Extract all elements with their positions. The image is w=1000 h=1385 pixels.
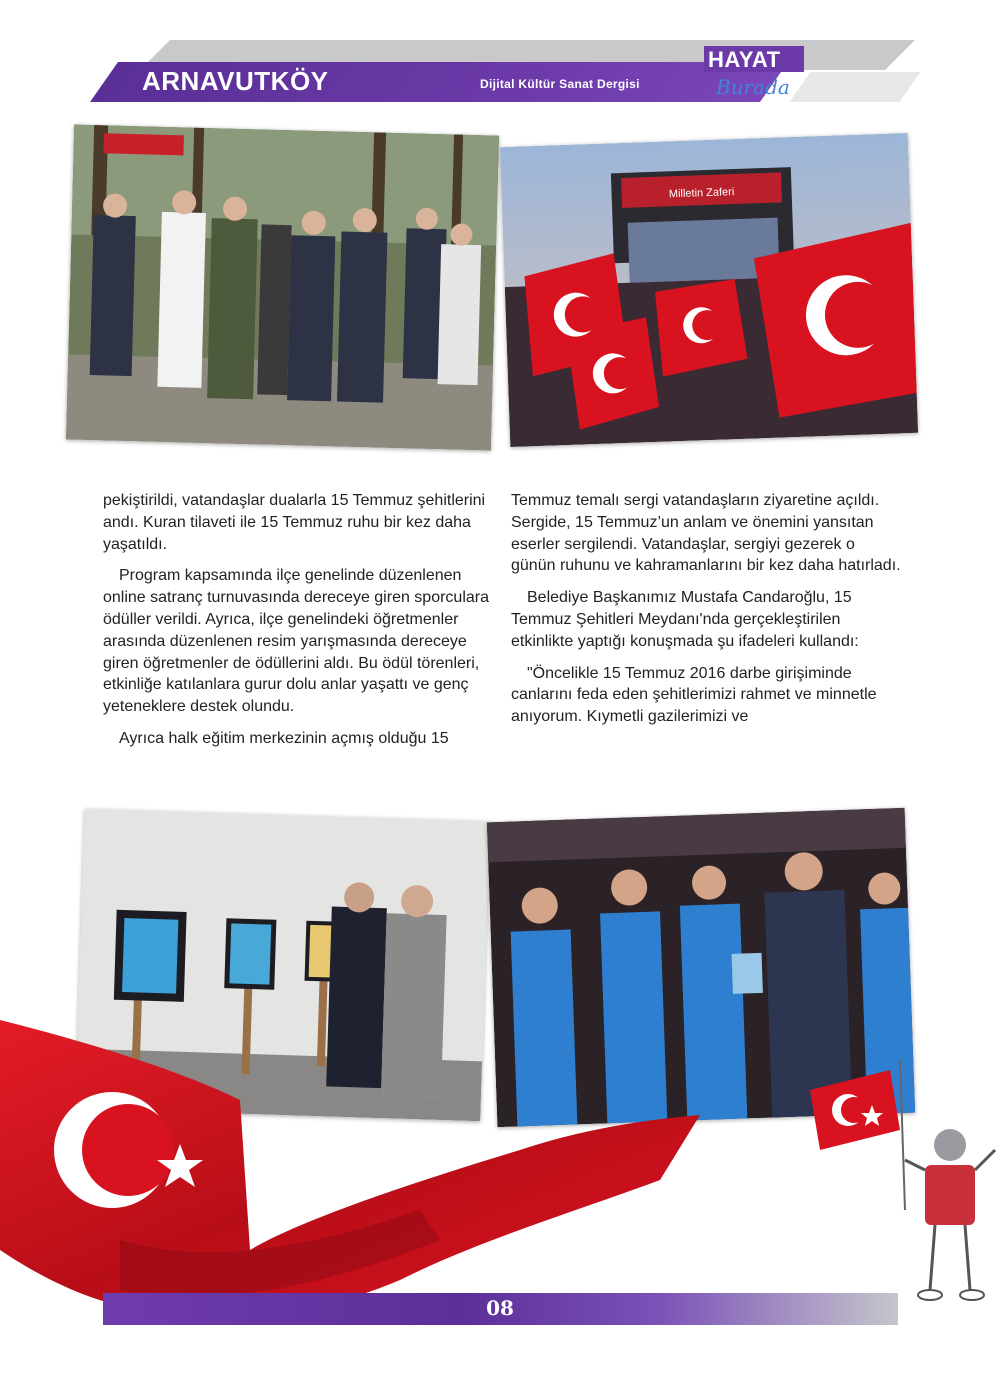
child-holding-flag-illustration — [800, 1050, 1000, 1330]
article-paragraph: Belediye Başkanımız Mustafa Candaroğlu, 15 Temmuz Şehitleri Meydanı'nda gerçekleştirilen etkinlikte yaptığı konuşmada şu ifadeleri kullandı: — [511, 589, 859, 650]
article-left-column — [103, 490, 493, 760]
magazine-subtitle: Dijital Kültür Sanat Dergisi — [480, 77, 640, 91]
logo-hayat-text: HAYAT — [708, 47, 781, 72]
stage-flags-photo — [500, 133, 918, 447]
article-paragraph: "Öncelikle 15 Temmuz 2016 darbe girişiminde canlarını feda eden şehitlerimizi rahmet ve minnetle anıyorum. Kıymetli gazilerimizi ve — [511, 664, 877, 726]
page-number: 08 — [486, 1296, 514, 1320]
turkish-flag-ribbon-decor — [0, 1010, 700, 1340]
article-paragraph: Program kapsamında ilçe genelinde düzenlenen online satranç turnuvasında dereceye giren sporculara ödüller verildi. Ayrıca, ilçe genelindeki öğretmenler arasında düzenlenen resim yarışmasında dereceye giren öğretmenler de ödüllerini aldı. Bu ödül törenleri, etkinliğe katılanlara gurur dolu anlar yaşattı ve genç yeteneklere destek olundu. — [103, 567, 490, 716]
magazine-title: ARNAVUTKÖY — [142, 66, 329, 96]
article-paragraph: pekiştirildi, vatandaşlar dualarla 15 Temmuz şehitlerini andı. Kuran tilaveti ile 15 Temmuz ruhu bir kez daha yaşatıldı. — [103, 492, 486, 553]
ceremony-prayer-photo — [66, 124, 499, 450]
logo-burada-text: Burada — [716, 75, 790, 99]
article-right-column — [511, 490, 901, 738]
article-paragraph: Temmuz temalı sergi vatandaşların ziyaretine açıldı. Sergide, 15 Temmuz’un anlam ve önemini yansıtan eserler sergilendi. Vatandaşlar, sergiyi gezerek o günün ruhunu ve kahramanlarını bir kez daha hatırladı. — [511, 492, 901, 575]
article-paragraph: Ayrıca halk eğitim merkezinin açmış olduğu 15 — [119, 729, 449, 747]
stage-banner-text: Milletin Zaferi — [668, 186, 735, 201]
header-decor-stripe-right — [789, 72, 920, 102]
